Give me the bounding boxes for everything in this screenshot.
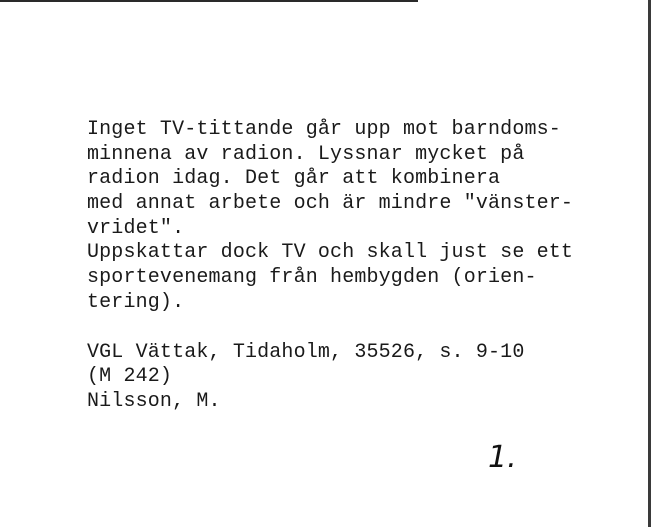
paragraph-line: vridet". xyxy=(87,216,185,240)
paragraph-line: Inget TV-tittande går upp mot barndoms- xyxy=(87,118,561,141)
card-text xyxy=(87,118,573,415)
reference-code: (M 242) xyxy=(87,365,173,389)
paragraph-line: sportevenemang från hembygden (orien- xyxy=(87,266,537,290)
paragraph-gap xyxy=(87,316,573,341)
top-border-line xyxy=(0,0,418,2)
paragraph-line: tering). xyxy=(87,290,185,314)
reference-author: Nilsson, M. xyxy=(87,389,221,413)
paragraph-line: Uppskattar dock TV och skall just se ett xyxy=(87,241,574,265)
reference-source: VGL Vättak, Tidaholm, 35526, s. 9-10 xyxy=(87,340,525,364)
paragraph-line: minnena av radion. Lyssnar mycket på xyxy=(87,142,525,166)
paragraph-line: radion idag. Det går att kombinera xyxy=(87,167,501,191)
paragraph-line: med annat arbete och är mindre "vänster- xyxy=(87,192,574,216)
handwritten-page-number: 1. xyxy=(488,440,517,475)
